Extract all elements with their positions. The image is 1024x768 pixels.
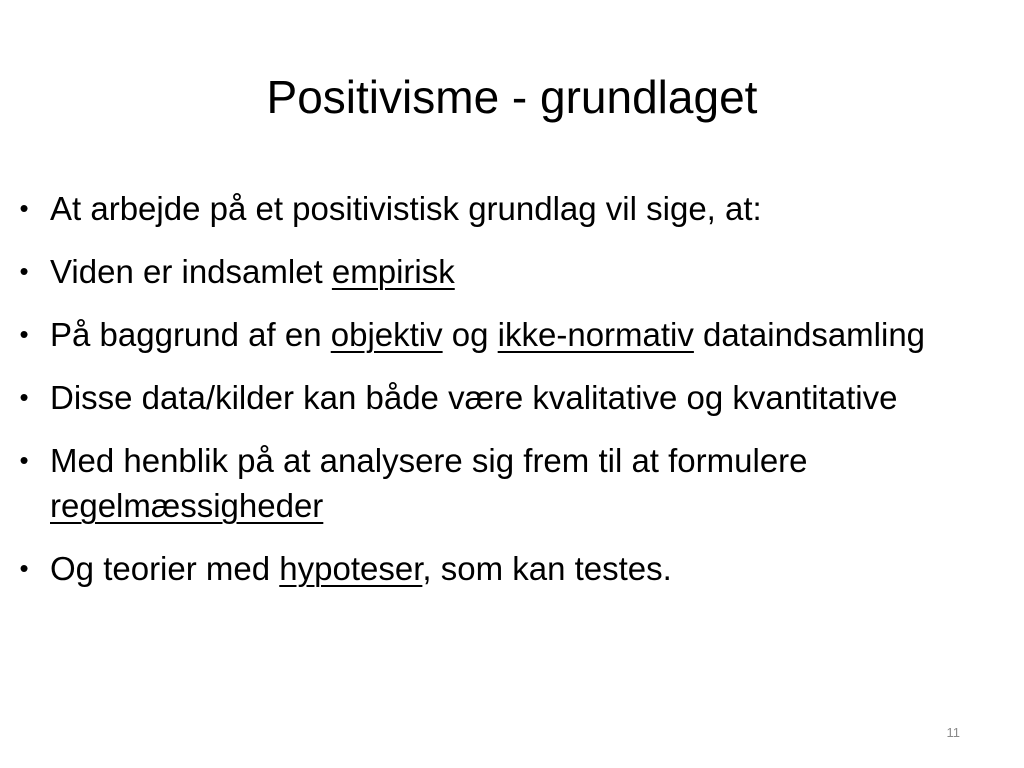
bullet-icon: • [19, 319, 29, 349]
bullet-text: Disse data/kilder kan både være kvalitative og kvantitative [50, 379, 898, 416]
underlined-term: objektiv [330, 316, 443, 353]
bullet-item [0, 312, 990, 357]
bullet-icon: • [19, 445, 29, 475]
bullet-text: Og teorier med [50, 550, 280, 587]
underlined-term: ikke-normativ [497, 316, 694, 353]
bullet-text: Viden er indsamlet [50, 253, 332, 290]
bullet-text: , som kan testes. [422, 550, 672, 587]
underlined-term: empirisk [331, 253, 455, 290]
bullet-icon: • [19, 553, 29, 583]
bullet-text: På baggrund af en [50, 316, 331, 353]
bullet-text: og [442, 316, 498, 353]
slide-title: Positivisme - grundlaget [266, 71, 758, 123]
bullet-list [0, 186, 990, 609]
bullet-item [0, 546, 990, 591]
underlined-term: hypoteser [279, 550, 423, 587]
bullet-item [0, 249, 990, 294]
bullet-icon: • [19, 256, 29, 286]
bullet-text: At arbejde på et positivistisk grundlag vil sige, at: [50, 190, 762, 227]
bullet-icon: • [19, 193, 29, 223]
underlined-term: regelmæssigheder [50, 487, 324, 524]
bullet-item [0, 186, 990, 231]
bullet-item [0, 375, 990, 420]
bullet-text: Med henblik på at analysere sig frem til at formulere [50, 442, 808, 479]
bullet-item [0, 438, 990, 528]
bullet-text: dataindsamling [693, 316, 926, 353]
bullet-icon: • [19, 382, 29, 412]
slide-number: 11 [946, 725, 960, 740]
